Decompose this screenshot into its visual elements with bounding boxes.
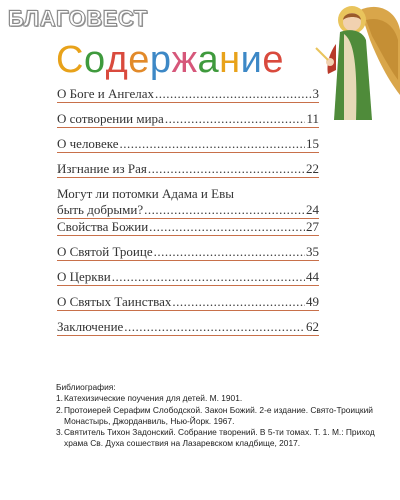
- bibliography-item: [56, 393, 386, 404]
- toc-item-title: Изгнание из Рая: [57, 161, 147, 176]
- bibliography-text: Протоиерей Серафим Слободской. Закон Божий. 2-е издание. Свято-Троицкий Монастырь, Джорданвиль, Нью-Йорк. 1967.: [64, 404, 373, 426]
- toc-item-title: Могут ли потомки Адама и Евы: [57, 186, 234, 201]
- toc-leader-dots: [144, 202, 305, 218]
- bibliography-item: [56, 405, 386, 428]
- title-letter: а: [197, 39, 220, 81]
- toc-leader-dots: [172, 294, 305, 310]
- bibliography-number: 3.: [56, 427, 63, 438]
- toc-item-page: 44: [306, 269, 319, 284]
- watermark-logo: БЛАГОВЕСТ: [8, 6, 148, 31]
- title-letter: и: [240, 39, 263, 81]
- title-letter: о: [83, 39, 106, 81]
- toc-item-page: 49: [306, 294, 319, 309]
- toc-item[interactable]: [57, 186, 319, 219]
- title-letter: ж: [171, 39, 198, 81]
- bibliography-item: [56, 427, 386, 450]
- toc-leader-dots: [120, 136, 305, 152]
- toc-item[interactable]: [57, 86, 319, 103]
- toc-item-title: Свойства Божии: [57, 219, 149, 234]
- bibliography-heading: Библиография:: [56, 382, 116, 392]
- bibliography-text: Катехизические поучения для детей. М. 1901.: [64, 393, 243, 404]
- toc-item-page: 35: [306, 244, 319, 259]
- title-letter: е: [128, 39, 150, 81]
- toc-item-title-cont: быть добрыми?: [57, 202, 144, 217]
- page-title: [56, 38, 284, 82]
- toc-item-page: 24: [306, 202, 319, 217]
- toc-item[interactable]: [57, 136, 319, 153]
- toc-item-title: О Святых Таинствах: [57, 294, 172, 309]
- title-letter: С: [56, 39, 84, 81]
- title-letter: н: [219, 39, 241, 81]
- toc-leader-dots: [148, 161, 305, 177]
- title-letter: е: [262, 39, 284, 81]
- toc-leader-dots: [154, 244, 305, 260]
- bibliography-number: 2.: [56, 404, 63, 415]
- title-letter: д: [105, 39, 129, 81]
- toc-item[interactable]: [57, 244, 319, 261]
- toc-item[interactable]: [57, 294, 319, 311]
- toc-item-title: Заключение: [57, 319, 124, 334]
- toc-item-page: 27: [306, 219, 319, 234]
- toc-item-title: О Боге и Ангелах: [57, 86, 155, 101]
- toc-leader-dots: [124, 319, 305, 335]
- bibliography-list: [56, 393, 386, 449]
- toc-leader-dots: [149, 219, 305, 235]
- toc-item[interactable]: [57, 269, 319, 286]
- bibliography-number: 1.: [56, 393, 63, 404]
- toc-item[interactable]: [57, 161, 319, 178]
- toc-item[interactable]: [57, 111, 319, 128]
- toc-item-title: О сотворении мира: [57, 111, 164, 126]
- bibliography: [56, 382, 386, 450]
- toc-leader-dots: [112, 269, 305, 285]
- toc-item-page: 11: [306, 111, 319, 126]
- toc-leader-dots: [165, 111, 306, 127]
- toc-item-title: О Святой Троице: [57, 244, 153, 259]
- toc-item-page: 15: [306, 136, 319, 151]
- bibliography-text: Святитель Тихон Задонский. Собрание творений. В 5-ти томах. Т. 1. М.: Приход храма Св. Духа сошествия на Лазаревском кладбище, 2017.: [64, 427, 375, 449]
- title-letter: р: [149, 39, 172, 81]
- toc-item-page: 22: [306, 161, 319, 176]
- toc-leader-dots: [155, 86, 311, 102]
- toc-item-title: О Церкви: [57, 269, 111, 284]
- toc-item-page: 62: [306, 319, 319, 334]
- toc-item[interactable]: [57, 219, 319, 236]
- toc-item-title: О человеке: [57, 136, 119, 151]
- toc-item-page: 3: [312, 86, 319, 101]
- toc-item[interactable]: [57, 319, 319, 336]
